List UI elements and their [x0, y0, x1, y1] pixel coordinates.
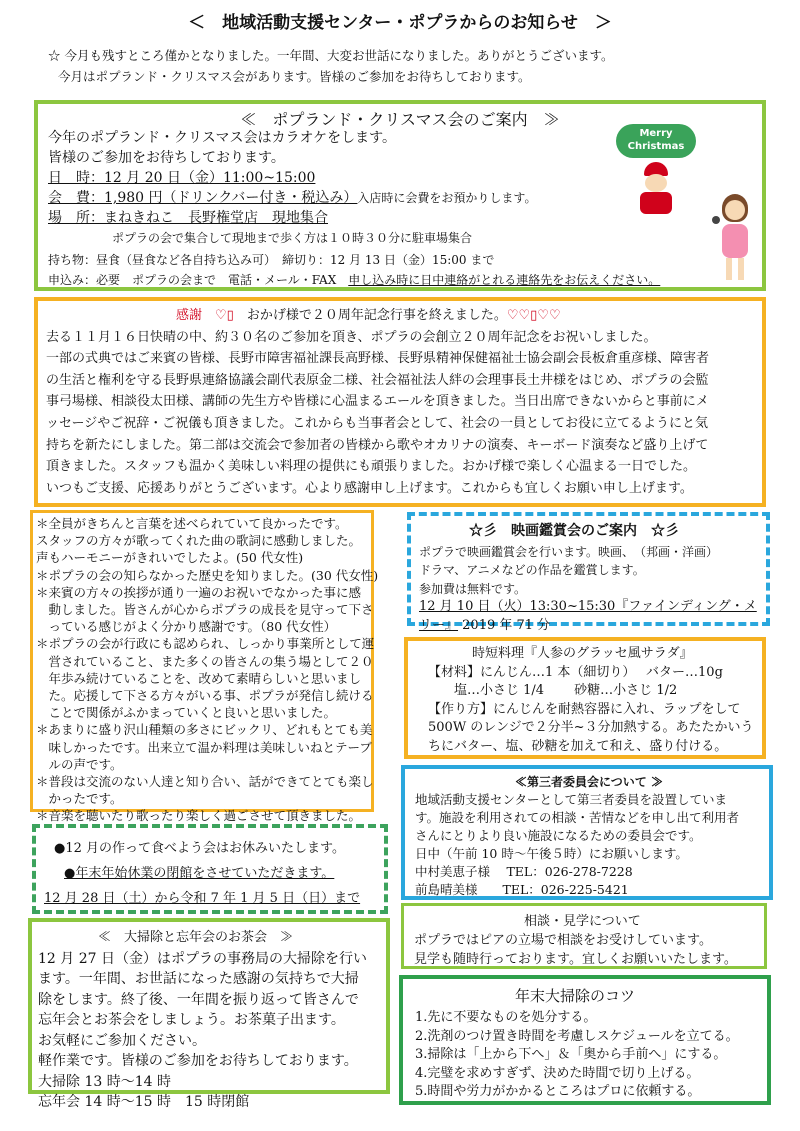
christmas-place: 場 所：まねきねこ 長野権堂店 現地集合 [48, 210, 328, 226]
comment-line: ＊あまりに盛り沢山種類の多さにビックリ、どれもとても美 [36, 722, 373, 738]
closure-section [32, 824, 388, 914]
cleaning-line: ます。一年間、お世話になった感謝の気持ちで大掃 [38, 971, 359, 987]
committee-contact: 前島晴美様 TEL：026-225-5421 [415, 882, 629, 897]
cleaning-section [28, 918, 390, 1110]
christmas-place-note: ポプラの会で集合して現地まで歩く方は１０時３０分に駐車場集合 [112, 231, 473, 245]
consult-title: 相談・見学について [524, 914, 641, 929]
comments-section [30, 510, 379, 824]
committee-line: す。施設を利用されての相談・苦情などを申し出て利用者 [415, 810, 740, 825]
consult-line: 見学も随時行っております。宜しくお願いいたします。 [414, 952, 737, 967]
thanks-line: 事弓場様、相談役太田様、講師の先生方や皆様に心温まるエールを頂きました。当日出席できないからと事前にメ [46, 394, 709, 410]
christmas-date: 日 時：12 月 20 日（金）11:00~15:00 [48, 170, 316, 186]
header-intro [48, 45, 613, 87]
cleaning-line: 忘年会 14 時～15 時 15 時閉館 [38, 1094, 250, 1110]
santa-face [645, 174, 667, 192]
header-line: ☆ 今月も残すところ僅かとなりました。一年間、大変お世話になりました。ありがとうございます。 [48, 48, 614, 63]
cleaning-line: お気軽にご参加ください。 [38, 1032, 206, 1049]
committee-line: 地域活動支援センターとして第三者委員を設置していま [415, 792, 728, 807]
christmas-title: ≪ ポプランド・クリスマス会のご案内 ≫ [240, 110, 560, 129]
recipe-section [404, 637, 766, 759]
comment-line: 味しかったです。出来立て温か料理は美味しいねとテーブ [36, 739, 372, 755]
recipe-line: 500W のレンジで２分半~３分加熱する。あたたかいう [428, 720, 754, 735]
tips-item: 3.掃除は「上から下へ」＆「奥から手前へ」にする。 [415, 1047, 727, 1062]
christmas-apply: 申込み：必要 ポプラの会まで 電話・メール・FAX [48, 273, 349, 287]
cleaning-title: ≪ 大掃除と忘年会のお茶会 ≫ [98, 930, 294, 945]
cleaning-line: 忘年会とお茶会をしましょう。お茶菓子出ます。 [38, 1012, 345, 1028]
movie-runtime: 2019 年 71 分 [462, 617, 551, 633]
tips-title: 年末大掃除のコツ [515, 987, 636, 1005]
thanks-line: いつもご支援、応援ありがとうございます。心より感謝申し上げます。これからも宜しくお願い申し上げます。 [46, 480, 693, 496]
movie-line: ドラマ、アニメなどの作品を鑑賞します。 [419, 563, 645, 577]
tips-section [399, 975, 771, 1105]
comment-line: ルの声です。 [36, 756, 123, 772]
singer-body [722, 224, 748, 258]
movie-title: ☆彡 映画鑑賞会のご案内 ☆彡 [469, 523, 679, 539]
santa-body [640, 192, 672, 214]
badge-text: Merry [639, 128, 673, 139]
movie-section [407, 512, 770, 633]
comment-line: ＊普段は交流のない人達と知り合い、話ができてとても楽し [36, 774, 374, 790]
comment-line: ことで関係がふかまっていくと良いと思いました。 [36, 705, 337, 721]
badge-text: Christmas [627, 141, 685, 152]
committee-contact: 中村美恵子様 TEL：026-278-7228 [415, 864, 633, 879]
cleaning-line: 軽作業です。皆様のご参加をお待ちしております。 [38, 1053, 358, 1069]
movie-schedule: 12 月 10 日（火）13:30~15:30『ファインディング・メ [419, 599, 757, 614]
movie-line: 参加費は無料です。 [419, 581, 527, 596]
comment-line: た。応援して下さる方々がいる事、ポプラが発信し続ける [36, 688, 374, 704]
comment-line: ＊ポプラの会の知らなかった歴史を知りました。(30 代女性) [36, 567, 379, 583]
thanks-headline: おかげ様で２０周年記念行事を終えました。 [233, 308, 507, 323]
tips-item: 4.完璧を求めすぎず、決めた時間で切り上げる。 [415, 1065, 700, 1081]
comment-line: ＊ポプラの会が行政にも認められ、しっかり事業所として運 [36, 636, 375, 652]
cleaning-line: 除をします。終了後、一年間を振り返って皆さんで [38, 991, 359, 1008]
cleaning-line: 大掃除 13 時～14 時 [38, 1073, 171, 1090]
santa-illustration [616, 122, 696, 222]
thanks-line: の生活と権利を守る長野県連絡協議会副代表原金二様、社会福祉法人絆の会理事長土井様をはじめ、ポプラの会監 [46, 372, 709, 388]
christmas-fee-note: 入店時に会費をお預かりします。 [357, 191, 537, 205]
tips-item: 1.先に不要なものを処分する。 [415, 1010, 597, 1025]
microphone-icon [712, 216, 720, 224]
comment-line: ＊音楽を聴いたり歌ったり楽しく過ごさせて頂きました。 [36, 808, 362, 824]
closure-line: ●12 月の作って食べよう会はお休みいたします。 [54, 841, 345, 856]
closure-line: ●年末年始休業の閉館をさせていただきます。 [64, 866, 335, 881]
comment-line: 営されていること、また多くの皆さんの集う場として２０ [36, 653, 374, 669]
committee-section [401, 765, 773, 900]
thanks-line: ッセージやご祝辞・ご祝儀も頂きました。これからも当事者会として、社会の一員としてお役に立てるようにと気 [46, 415, 708, 431]
page-title: ＜ 地域活動支援センター・ポプラからのお知らせ ＞ [188, 13, 612, 33]
comment-line: 動しました。皆さんが心からポプラの成長を見守って下さ [36, 602, 374, 618]
header-line: 今月はポプランド・クリスマス会があります。皆様のご参加をお待ちしております。 [58, 69, 531, 84]
consult-line: ポプラではピアの立場で相談をお受けしています。 [414, 933, 712, 948]
movie-line: ポプラで映画鑑賞会を行います。映画、 （邦画・洋画） [419, 544, 719, 559]
thanks-label: 感謝 ♡▯ [176, 308, 234, 323]
thanks-line: 持ちを新たにしました。第二部は交流会で参加者の皆様から歌やオカリナの演奏、キーボード演奏など盛り上げて [46, 437, 709, 453]
hearts-icon: ♡♡▯♡♡ [506, 308, 561, 323]
movie-schedule: リー』 [419, 617, 459, 633]
tips-item: 5.時間や労力がかかるところはプロに依頼する。 [415, 1084, 701, 1099]
cleaning-line: 12 月 27 日（金）はポプラの事務局の大掃除を行い [38, 950, 367, 967]
committee-title: ≪第三者委員会について ≫ [515, 775, 663, 789]
recipe-line: 塩…小さじ 1/4 砂糖…小さじ 1/2 [428, 683, 678, 698]
christmas-body [48, 128, 660, 290]
comment-line: ＊全員がきちんと言葉を述べられていて良かったです。 [36, 516, 348, 531]
thanks-line: 一部の式典ではご来賓の皆様、長野市障害福祉課長高野様、長野県精神保健福祉士協会副会長板倉重彦様、障害者 [46, 351, 710, 367]
thanks-section [34, 297, 766, 507]
recipe-title: 時短料理『人参のグラッセ風サラダ』 [472, 646, 693, 661]
consult-section [401, 903, 767, 969]
recipe-line: 【材料】にんじん…1 本（細切り） バター…10g [428, 664, 723, 680]
thanks-line: 去る１１月１６日快晴の中、約３０名のご参加を頂き、ポプラの会創立２０周年記念をお祝いしました。 [46, 329, 657, 345]
singer-illustration [708, 192, 758, 284]
thanks-line: 頂きました。スタッフも温かく美味しい料理の提供にも頑張りました。おかげ様で楽しく心温まる一日でした。 [46, 459, 697, 475]
christmas-items: 持ち物：昼食（昼食など各自持ち込み可） 締切り：12 月 13 日（金）15:00 まで [48, 253, 495, 267]
singer-face [725, 200, 745, 220]
christmas-fee: 会 費：1,980 円（ドリンクバー付き・税込み） [48, 190, 358, 206]
closure-dates: 12 月 28 日（土）から令和 7 年 1 月 5 日（日）まで [44, 891, 361, 906]
recipe-line: 【作り方】にんじんを耐熱容器に入れ、ラップをして [428, 701, 741, 717]
comment-line: 声もハーモニーがきれいでしたよ。(50 代女性) [36, 550, 304, 566]
comment-line: スタッフの方々が歌ってくれた曲の歌詞に感動しました。 [36, 533, 362, 549]
tips-item: 2.洗剤のつけ置き時間を考慮しスケジュールを立てる。 [415, 1028, 739, 1044]
christmas-apply-note: 申し込み時に日中連絡がとれる連絡先をお伝えください。 [348, 273, 661, 287]
christmas-intro: 皆様のご参加をお待ちしております。 [48, 150, 285, 166]
comment-line: ＊来賓の方々の挨拶が通り一遍のお祝いでなかった事に感 [36, 584, 362, 600]
committee-line: 日中（午前 10 時～午後５時）にお願いします。 [415, 846, 688, 861]
comment-line: 年歩み続けていることを、改めて素晴らしいと思いまし [36, 670, 362, 686]
comment-line: かったです。 [36, 791, 123, 807]
committee-line: さんにとりより良い施設になるための委員会です。 [415, 828, 702, 843]
recipe-line: ちにバター、塩、砂糖を加えて和え、盛り付ける。 [428, 738, 728, 754]
comment-line: っている感じがよく分かり感謝です。（80 代女性） [36, 619, 337, 635]
christmas-intro: 今年のポプランド・クリスマス会はカラオケをします。 [48, 130, 397, 146]
christmas-section [34, 100, 766, 291]
